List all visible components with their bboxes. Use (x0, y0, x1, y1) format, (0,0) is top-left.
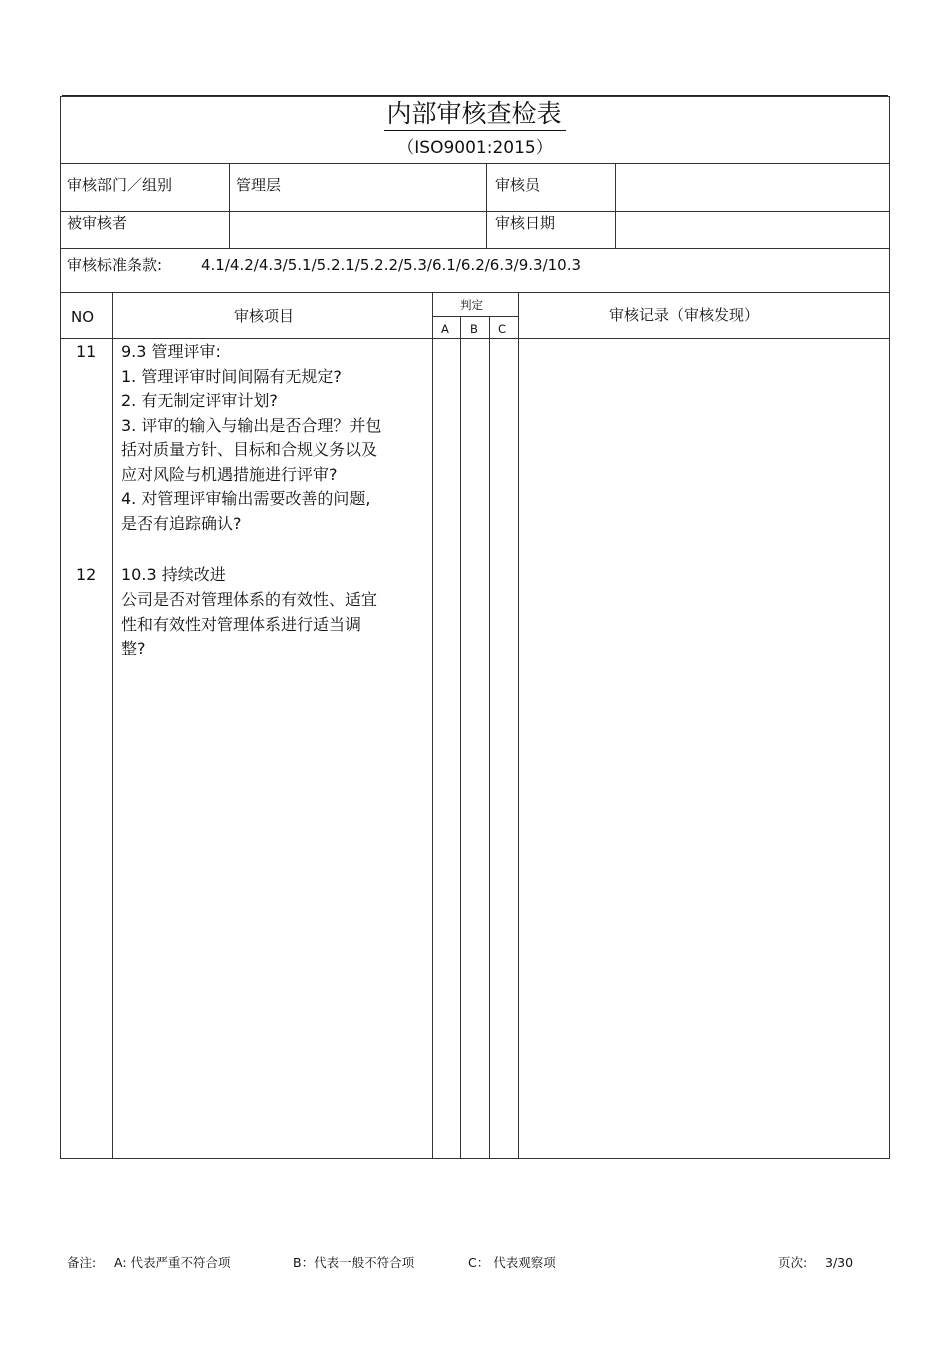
clause-label: 审核标准条款: (67, 256, 163, 274)
col-record-header: 审核记录（审核发现） (609, 306, 760, 324)
row-divider (60, 211, 890, 212)
footer-page-value: 3/30 (825, 1255, 854, 1270)
col-divider (229, 163, 230, 248)
row-item-line: 性和有效性对管理体系进行适当调 (121, 614, 362, 634)
auditee-label: 被审核者 (67, 214, 128, 232)
row-divider (60, 292, 890, 293)
judge-divider (432, 316, 518, 317)
dept-value: 管理层 (236, 176, 282, 194)
col-a-header: A (441, 322, 449, 336)
col-no-header: NO (71, 308, 95, 326)
row-item-line: 括对质量方针、目标和合规义务以及 (121, 440, 378, 459)
row-item-line: 应对风险与机遇措施进行评审? (121, 464, 338, 484)
dept-label: 审核部门／组别 (67, 176, 173, 194)
row-item-line: 3. 评审的输入与输出是否合理？并包 (121, 415, 382, 435)
row-item-line: 整? (121, 639, 146, 658)
col-c-header: C (498, 322, 507, 336)
col-judge-header: 判定 (460, 298, 483, 312)
row-item-line: 公司是否对管理体系的有效性、适宜 (121, 590, 378, 609)
footer-note-b: B：代表一般不符合项 (293, 1255, 415, 1270)
footer-note-c: C： 代表观察项 (468, 1255, 556, 1270)
row-divider (60, 163, 890, 164)
col-divider (460, 316, 461, 1159)
row-item-line: 4. 对管理评审输出需要改善的问题, (121, 489, 371, 508)
row-item-line: 是否有追踪确认? (121, 513, 242, 533)
row-item-line: 2. 有无制定评审计划? (121, 391, 278, 410)
date-label: 审核日期 (495, 214, 556, 232)
auditor-label: 审核员 (495, 176, 541, 194)
footer-page-label: 页次: (778, 1255, 808, 1270)
col-item-header: 审核项目 (234, 307, 295, 325)
row-divider (60, 248, 890, 249)
col-divider (615, 163, 616, 248)
col-divider (489, 316, 490, 1159)
col-divider (112, 292, 113, 1159)
footer-note-a: A: 代表严重不符合项 (114, 1255, 231, 1270)
row-item-line: 9.3 管理评审: (121, 342, 221, 361)
col-divider (518, 292, 519, 1159)
col-divider (486, 163, 487, 248)
clause-value: 4.1/4.2/4.3/5.1/5.2.1/5.2.2/5.3/6.1/6.2/6.3/9.3/10.3 (201, 256, 582, 274)
row-number: 12 (76, 565, 97, 584)
col-b-header: B (470, 322, 478, 336)
row-item-line: 1. 管理评审时间间隔有无规定? (121, 366, 342, 386)
row-item-line: 10.3 持续改进 (121, 565, 226, 584)
document-subtitle: （ISO9001:2015） (397, 138, 553, 158)
row-number: 11 (76, 342, 97, 361)
col-divider (432, 292, 433, 1159)
document-title: 内部审核查检表 (0, 98, 950, 131)
footer-note-label: 备注: (67, 1255, 97, 1270)
